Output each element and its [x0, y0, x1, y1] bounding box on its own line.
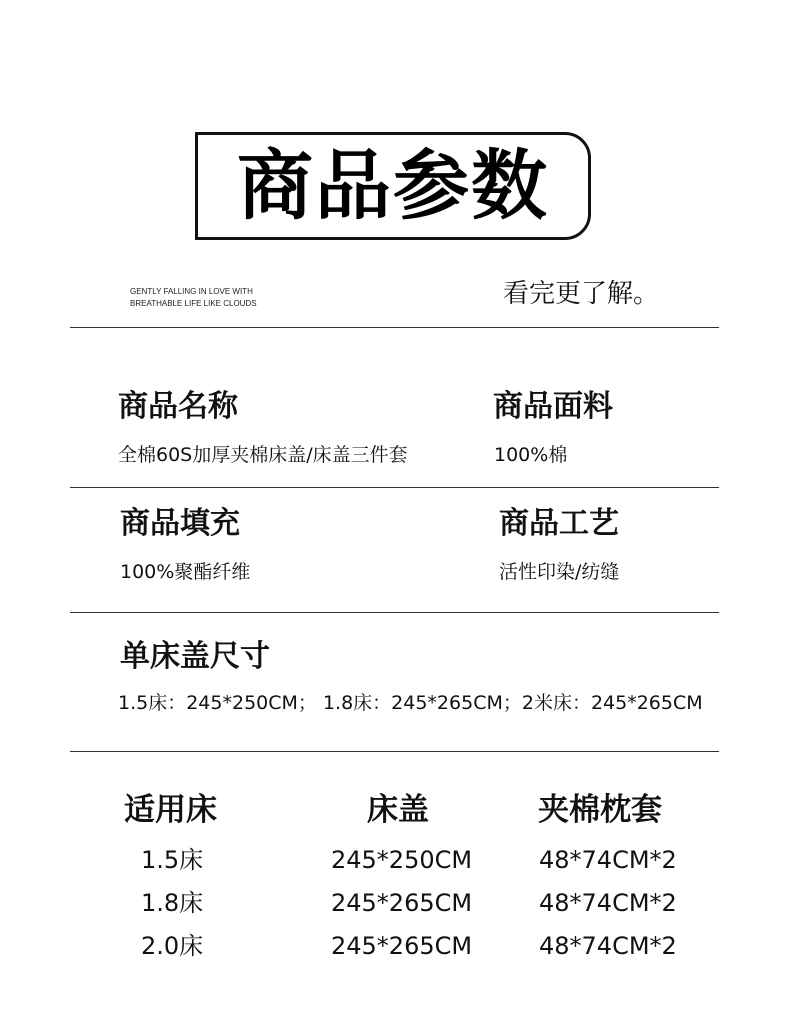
tagline-line-1: GENTLY FALLING IN LOVE WITH: [130, 287, 253, 296]
table-cell-bed: 1.8床: [141, 889, 204, 917]
table-cell-coverlet: 245*250CM: [331, 846, 473, 874]
craft-label: 商品工艺: [499, 506, 619, 541]
single-size-value: 1.5床：245*250CM； 1.8床：245*265CM；2米床：245*265CM: [118, 692, 703, 714]
divider: [70, 612, 719, 613]
table-header-bed: 适用床: [124, 792, 217, 828]
table-cell-coverlet: 245*265CM: [331, 889, 473, 917]
slogan: 看完更了解。: [503, 279, 660, 309]
page-title: 商品参数: [237, 141, 549, 230]
table-cell-coverlet: 245*265CM: [331, 932, 473, 960]
filling-value: 100%聚酯纤维: [120, 561, 251, 583]
tagline: [130, 286, 257, 310]
table-header-coverlet: 床盖: [367, 792, 429, 828]
title-box: [195, 132, 591, 240]
table-cell-pillowcase: 48*74CM*2: [539, 932, 677, 960]
craft-value: 活性印染/纺缝: [499, 561, 620, 583]
table-cell-pillowcase: 48*74CM*2: [539, 846, 677, 874]
filling-label: 商品填充: [120, 506, 240, 541]
divider: [70, 751, 719, 752]
table-cell-bed: 1.5床: [141, 846, 204, 874]
divider: [70, 327, 719, 328]
tagline-line-2: BREATHABLE LIFE LIKE CLOUDS: [130, 299, 257, 308]
divider: [70, 487, 719, 488]
fabric-label: 商品面料: [493, 389, 613, 424]
table-cell-pillowcase: 48*74CM*2: [539, 889, 677, 917]
fabric-value: 100%棉: [494, 444, 568, 466]
product-name-value: 全棉60S加厚夹棉床盖/床盖三件套: [118, 444, 408, 466]
single-size-label: 单床盖尺寸: [120, 639, 270, 674]
table-cell-bed: 2.0床: [141, 932, 204, 960]
product-name-label: 商品名称: [118, 389, 238, 424]
table-header-pillowcase: 夹棉枕套: [538, 792, 662, 828]
